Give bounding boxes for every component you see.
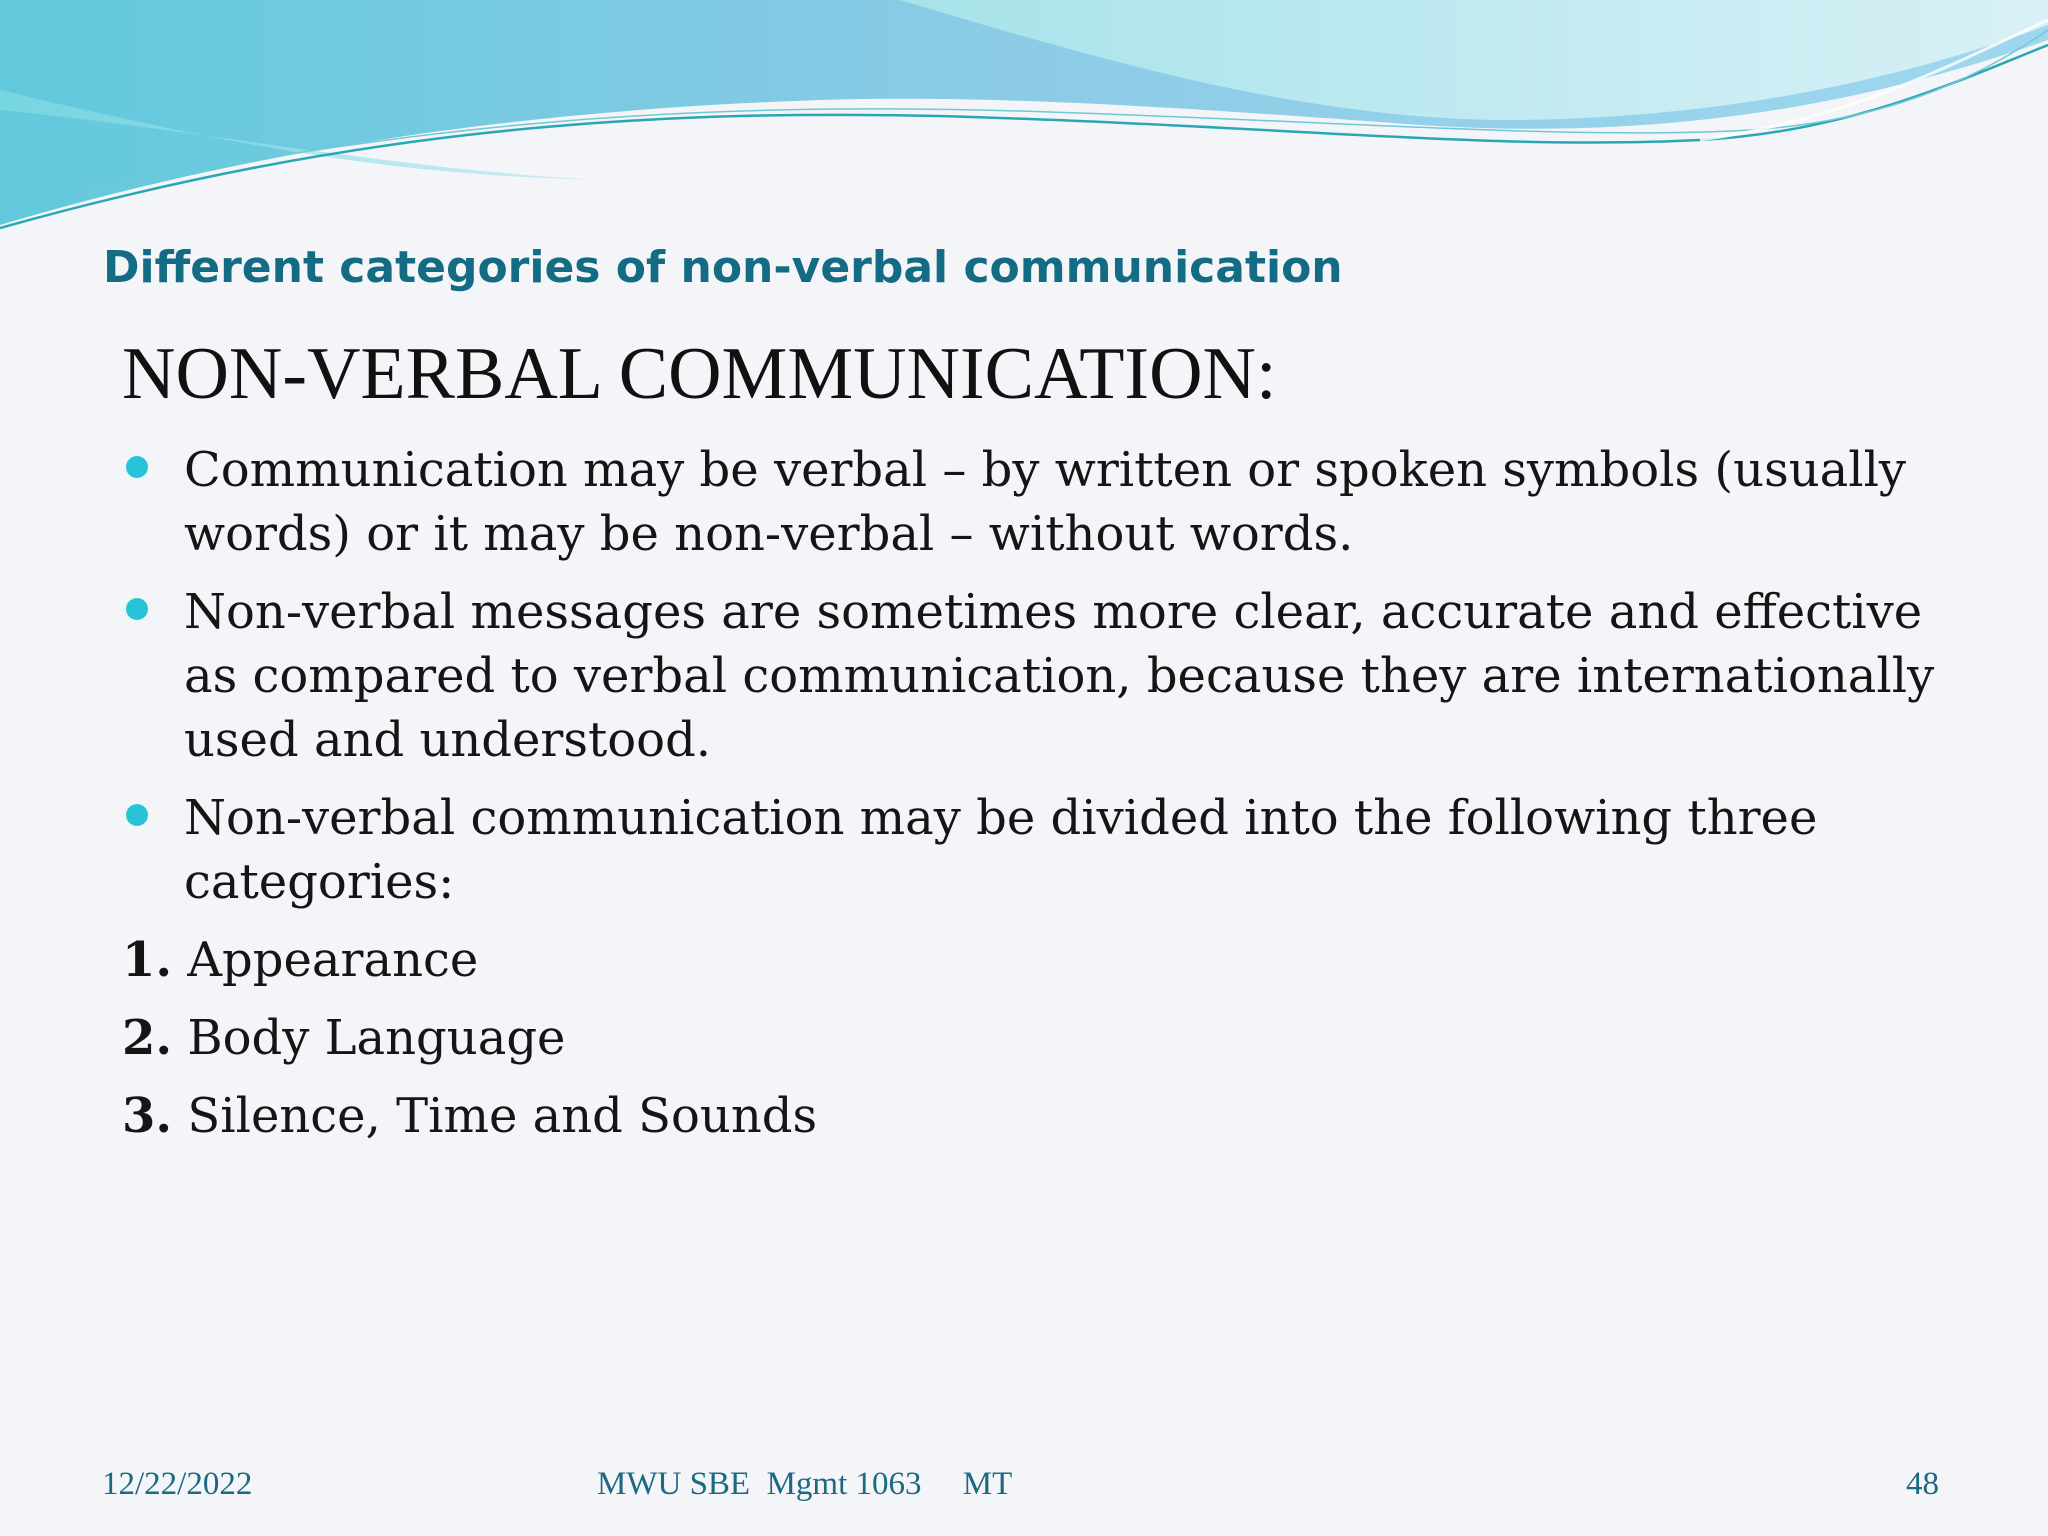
bullet-dot-icon	[126, 804, 148, 826]
category-number: 2.	[122, 1010, 173, 1066]
footer-course: MWU SBE Mgmt 1063 MT	[597, 1466, 1013, 1502]
category-label: Appearance	[187, 932, 479, 988]
category-item	[122, 1084, 1962, 1148]
bullet-text: Non-verbal messages are sometimes more clear, accurate and effective as compared to verbal communication, because they are internationally used and understood.	[184, 584, 1935, 768]
category-item	[122, 928, 1962, 992]
bullet-text: Non-verbal communication may be divided into the following three categories:	[184, 790, 1818, 910]
slide-heading: NON-VERBAL COMMUNICATION:	[122, 333, 1277, 415]
bullet-list	[122, 438, 1962, 914]
footer-date: 12/22/2022	[102, 1466, 253, 1502]
bullet-text: Communication may be verbal – by written or spoken symbols (usually words) or it may be non-verbal – without words.	[184, 442, 1907, 562]
category-label: Body Language	[187, 1010, 566, 1066]
page-number: 48	[1906, 1466, 1939, 1502]
category-list	[122, 928, 1962, 1148]
category-item	[122, 1006, 1962, 1070]
bullet-item	[122, 786, 1962, 914]
category-number: 1.	[122, 932, 173, 988]
slide-subtitle: Different categories of non-verbal communication	[103, 242, 1343, 293]
bullet-item	[122, 580, 1962, 772]
header-wave-decoration	[0, 0, 2048, 240]
bullet-dot-icon	[126, 456, 148, 478]
category-number: 3.	[122, 1088, 173, 1144]
bullet-item	[122, 438, 1962, 566]
bullet-dot-icon	[126, 598, 148, 620]
slide-body	[122, 438, 1962, 1162]
category-label: Silence, Time and Sounds	[187, 1088, 818, 1144]
